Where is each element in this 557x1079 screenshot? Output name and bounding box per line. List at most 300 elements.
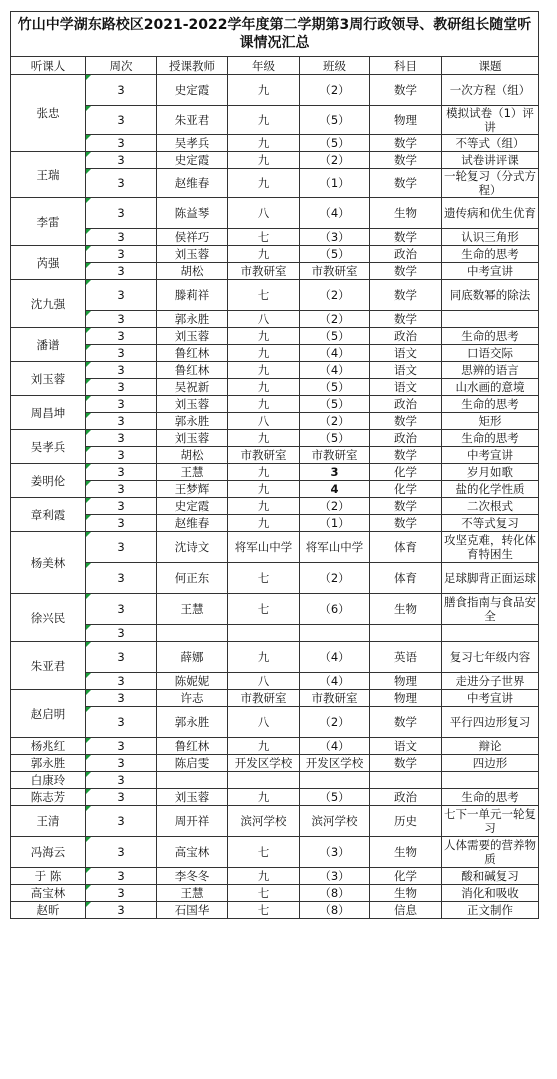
cell-teacher[interactable]: 刘玉蓉 bbox=[157, 328, 228, 345]
cell-listener[interactable]: 张忠 bbox=[11, 75, 86, 152]
cell-teacher[interactable]: 史定霞 bbox=[157, 152, 228, 169]
cell-class[interactable]: （2） bbox=[300, 152, 370, 169]
cell-grade[interactable]: 九 bbox=[228, 642, 300, 673]
cell-topic[interactable]: 一次方程（组） bbox=[442, 75, 539, 106]
cell-class[interactable]: 市教研室 bbox=[300, 447, 370, 464]
cell-subject[interactable]: 政治 bbox=[370, 328, 442, 345]
cell-class[interactable]: （2） bbox=[300, 280, 370, 311]
cell-grade[interactable]: 九 bbox=[228, 135, 300, 152]
cell-class[interactable]: （5） bbox=[300, 246, 370, 263]
cell-grade[interactable]: 九 bbox=[228, 345, 300, 362]
cell-teacher[interactable]: 王梦辉 bbox=[157, 481, 228, 498]
cell-teacher[interactable]: 吴祝新 bbox=[157, 379, 228, 396]
table-row bbox=[11, 135, 539, 152]
cell-teacher[interactable]: 何正东 bbox=[157, 563, 228, 594]
cell-grade[interactable] bbox=[228, 625, 300, 642]
cell-class[interactable]: （5） bbox=[300, 430, 370, 447]
cell-week[interactable]: 3 bbox=[86, 755, 157, 772]
cell-teacher[interactable]: 胡松 bbox=[157, 447, 228, 464]
cell-subject[interactable]: 数学 bbox=[370, 498, 442, 515]
cell-teacher[interactable]: 郭永胜 bbox=[157, 311, 228, 328]
header-grade: 年级 bbox=[228, 57, 300, 75]
cell-listener[interactable]: 杨兆红 bbox=[11, 738, 86, 755]
cell-grade[interactable]: 八 bbox=[228, 673, 300, 690]
cell-class[interactable]: （5） bbox=[300, 106, 370, 135]
cell-subject[interactable]: 数学 bbox=[370, 311, 442, 328]
cell-class[interactable]: （8） bbox=[300, 885, 370, 902]
cell-topic[interactable]: 辩论 bbox=[442, 738, 539, 755]
cell-subject[interactable]: 生物 bbox=[370, 837, 442, 868]
cell-subject[interactable]: 物理 bbox=[370, 673, 442, 690]
cell-grade[interactable] bbox=[228, 772, 300, 789]
cell-week[interactable]: 3 bbox=[86, 902, 157, 919]
cell-listener[interactable]: 芮强 bbox=[11, 246, 86, 280]
cell-teacher[interactable]: 刘玉蓉 bbox=[157, 246, 228, 263]
cell-listener[interactable]: 徐兴民 bbox=[11, 594, 86, 642]
cell-week[interactable]: 3 bbox=[86, 229, 157, 246]
table-row bbox=[11, 837, 539, 868]
cell-teacher[interactable]: 侯祥巧 bbox=[157, 229, 228, 246]
cell-grade[interactable]: 将军山中学 bbox=[228, 532, 300, 563]
cell-teacher[interactable]: 吴孝兵 bbox=[157, 135, 228, 152]
cell-topic[interactable]: 正文制作 bbox=[442, 902, 539, 919]
cell-grade[interactable]: 七 bbox=[228, 563, 300, 594]
cell-week[interactable]: 3 bbox=[86, 789, 157, 806]
cell-grade[interactable]: 市教研室 bbox=[228, 447, 300, 464]
cell-teacher[interactable]: 赵维春 bbox=[157, 169, 228, 198]
cell-teacher[interactable]: 薛娜 bbox=[157, 642, 228, 673]
cell-class[interactable]: （2） bbox=[300, 311, 370, 328]
cell-grade[interactable]: 九 bbox=[228, 75, 300, 106]
cell-subject[interactable]: 数学 bbox=[370, 707, 442, 738]
cell-topic[interactable]: 人体需要的营养物质 bbox=[442, 837, 539, 868]
cell-teacher[interactable]: 陈益琴 bbox=[157, 198, 228, 229]
cell-subject[interactable]: 化学 bbox=[370, 481, 442, 498]
cell-grade[interactable]: 开发区学校 bbox=[228, 755, 300, 772]
cell-grade[interactable]: 九 bbox=[228, 789, 300, 806]
cell-grade[interactable]: 九 bbox=[228, 328, 300, 345]
cell-subject[interactable]: 物理 bbox=[370, 106, 442, 135]
cell-listener[interactable]: 杨美林 bbox=[11, 532, 86, 594]
cell-grade[interactable]: 市教研室 bbox=[228, 263, 300, 280]
attendance-table bbox=[10, 11, 539, 919]
cell-subject[interactable]: 生物 bbox=[370, 594, 442, 625]
header-class: 班级 bbox=[300, 57, 370, 75]
header-row bbox=[11, 57, 539, 75]
cell-topic[interactable]: 消化和吸收 bbox=[442, 885, 539, 902]
cell-topic[interactable]: 矩形 bbox=[442, 413, 539, 430]
cell-teacher[interactable]: 刘玉蓉 bbox=[157, 396, 228, 413]
cell-week[interactable]: 3 bbox=[86, 246, 157, 263]
cell-listener[interactable]: 吴孝兵 bbox=[11, 430, 86, 464]
table-row bbox=[11, 311, 539, 328]
cell-subject[interactable]: 数学 bbox=[370, 229, 442, 246]
cell-listener[interactable]: 高宝林 bbox=[11, 885, 86, 902]
cell-subject[interactable]: 数学 bbox=[370, 75, 442, 106]
cell-week[interactable]: 3 bbox=[86, 532, 157, 563]
cell-grade[interactable]: 八 bbox=[228, 311, 300, 328]
cell-teacher[interactable]: 朱亚君 bbox=[157, 106, 228, 135]
cell-listener[interactable]: 周昌坤 bbox=[11, 396, 86, 430]
cell-grade[interactable]: 九 bbox=[228, 430, 300, 447]
cell-week[interactable]: 3 bbox=[86, 690, 157, 707]
table-row bbox=[11, 280, 539, 311]
cell-subject[interactable]: 信息 bbox=[370, 902, 442, 919]
cell-week[interactable]: 3 bbox=[86, 379, 157, 396]
table-row bbox=[11, 594, 539, 625]
cell-week[interactable]: 3 bbox=[86, 75, 157, 106]
cell-class[interactable]: （2） bbox=[300, 413, 370, 430]
cell-subject[interactable]: 数学 bbox=[370, 447, 442, 464]
table-row bbox=[11, 464, 539, 481]
cell-class[interactable]: 市教研室 bbox=[300, 263, 370, 280]
cell-grade[interactable]: 市教研室 bbox=[228, 690, 300, 707]
cell-grade[interactable]: 七 bbox=[228, 885, 300, 902]
cell-topic[interactable]: 足球脚背正面运球 bbox=[442, 563, 539, 594]
cell-subject[interactable] bbox=[370, 625, 442, 642]
cell-class[interactable]: （2） bbox=[300, 563, 370, 594]
header-teacher: 授课教师 bbox=[157, 57, 228, 75]
cell-topic[interactable]: 生命的思考 bbox=[442, 430, 539, 447]
cell-teacher[interactable]: 王慧 bbox=[157, 594, 228, 625]
cell-subject[interactable]: 数学 bbox=[370, 755, 442, 772]
cell-week[interactable]: 3 bbox=[86, 563, 157, 594]
cell-teacher[interactable]: 陈启雯 bbox=[157, 755, 228, 772]
cell-week[interactable]: 3 bbox=[86, 625, 157, 642]
cell-grade[interactable]: 七 bbox=[228, 902, 300, 919]
table-row bbox=[11, 362, 539, 379]
cell-teacher[interactable]: 赵维春 bbox=[157, 515, 228, 532]
cell-topic[interactable]: 生命的思考 bbox=[442, 396, 539, 413]
cell-class[interactable]: （3） bbox=[300, 837, 370, 868]
cell-teacher[interactable]: 鲁红林 bbox=[157, 345, 228, 362]
cell-topic[interactable]: 岁月如歌 bbox=[442, 464, 539, 481]
cell-topic[interactable]: 中考宣讲 bbox=[442, 690, 539, 707]
cell-week[interactable]: 3 bbox=[86, 738, 157, 755]
cell-grade[interactable]: 八 bbox=[228, 413, 300, 430]
cell-class[interactable]: （5） bbox=[300, 789, 370, 806]
cell-week[interactable]: 3 bbox=[86, 152, 157, 169]
cell-grade[interactable]: 七 bbox=[228, 229, 300, 246]
cell-grade[interactable]: 九 bbox=[228, 246, 300, 263]
cell-topic[interactable]: 不等式（组） bbox=[442, 135, 539, 152]
cell-class[interactable]: （1） bbox=[300, 169, 370, 198]
cell-topic[interactable]: 复习七年级内容 bbox=[442, 642, 539, 673]
cell-teacher[interactable]: 高宝林 bbox=[157, 837, 228, 868]
cell-class[interactable]: 滨河学校 bbox=[300, 806, 370, 837]
cell-grade[interactable]: 七 bbox=[228, 594, 300, 625]
cell-week[interactable]: 3 bbox=[86, 311, 157, 328]
cell-listener[interactable]: 陈志芳 bbox=[11, 789, 86, 806]
table-row bbox=[11, 75, 539, 106]
cell-week[interactable]: 3 bbox=[86, 772, 157, 789]
cell-teacher[interactable]: 胡松 bbox=[157, 263, 228, 280]
cell-teacher[interactable]: 史定霞 bbox=[157, 75, 228, 106]
cell-topic[interactable] bbox=[442, 625, 539, 642]
cell-week[interactable]: 3 bbox=[86, 673, 157, 690]
cell-class[interactable]: （4） bbox=[300, 642, 370, 673]
cell-week[interactable]: 3 bbox=[86, 198, 157, 229]
cell-topic[interactable]: 口语交际 bbox=[442, 345, 539, 362]
cell-class[interactable]: （1） bbox=[300, 515, 370, 532]
cell-week[interactable]: 3 bbox=[86, 642, 157, 673]
table-row bbox=[11, 498, 539, 515]
cell-teacher[interactable] bbox=[157, 772, 228, 789]
cell-class[interactable]: 市教研室 bbox=[300, 690, 370, 707]
cell-subject[interactable]: 数学 bbox=[370, 169, 442, 198]
cell-listener[interactable]: 朱亚君 bbox=[11, 642, 86, 690]
cell-class[interactable]: （2） bbox=[300, 707, 370, 738]
cell-grade[interactable]: 九 bbox=[228, 362, 300, 379]
cell-week[interactable]: 3 bbox=[86, 328, 157, 345]
cell-subject[interactable]: 体育 bbox=[370, 532, 442, 563]
cell-listener[interactable]: 潘谱 bbox=[11, 328, 86, 362]
cell-teacher[interactable]: 许志 bbox=[157, 690, 228, 707]
cell-week[interactable]: 3 bbox=[86, 263, 157, 280]
cell-topic[interactable]: 生命的思考 bbox=[442, 789, 539, 806]
cell-topic[interactable]: 二次根式 bbox=[442, 498, 539, 515]
cell-subject[interactable]: 政治 bbox=[370, 246, 442, 263]
cell-class[interactable]: （5） bbox=[300, 379, 370, 396]
cell-week[interactable]: 3 bbox=[86, 837, 157, 868]
cell-teacher[interactable]: 史定霞 bbox=[157, 498, 228, 515]
cell-teacher[interactable]: 鲁红林 bbox=[157, 738, 228, 755]
cell-listener[interactable]: 李雷 bbox=[11, 198, 86, 246]
cell-teacher[interactable]: 郭永胜 bbox=[157, 707, 228, 738]
table-row bbox=[11, 885, 539, 902]
cell-teacher[interactable]: 刘玉蓉 bbox=[157, 789, 228, 806]
cell-class[interactable]: （2） bbox=[300, 75, 370, 106]
table-row bbox=[11, 481, 539, 498]
cell-week[interactable]: 3 bbox=[86, 430, 157, 447]
cell-subject[interactable]: 语文 bbox=[370, 379, 442, 396]
cell-week[interactable]: 3 bbox=[86, 707, 157, 738]
cell-teacher[interactable]: 鲁红林 bbox=[157, 362, 228, 379]
cell-listener[interactable]: 冯海云 bbox=[11, 837, 86, 868]
cell-week[interactable]: 3 bbox=[86, 515, 157, 532]
table-row bbox=[11, 396, 539, 413]
cell-week[interactable]: 3 bbox=[86, 396, 157, 413]
cell-grade[interactable]: 九 bbox=[228, 379, 300, 396]
table-row bbox=[11, 198, 539, 229]
cell-class[interactable] bbox=[300, 772, 370, 789]
cell-topic[interactable]: 七下一单元一轮复习 bbox=[442, 806, 539, 837]
cell-class[interactable]: （4） bbox=[300, 738, 370, 755]
cell-grade[interactable]: 九 bbox=[228, 738, 300, 755]
header-topic: 课题 bbox=[442, 57, 539, 75]
table-row bbox=[11, 789, 539, 806]
cell-listener[interactable]: 沈九强 bbox=[11, 280, 86, 328]
cell-teacher[interactable]: 郭永胜 bbox=[157, 413, 228, 430]
cell-topic[interactable] bbox=[442, 311, 539, 328]
cell-class[interactable]: 开发区学校 bbox=[300, 755, 370, 772]
cell-class[interactable]: （5） bbox=[300, 135, 370, 152]
cell-topic[interactable]: 走进分子世界 bbox=[442, 673, 539, 690]
cell-topic[interactable]: 中考宣讲 bbox=[442, 447, 539, 464]
cell-topic[interactable]: 试卷讲评课 bbox=[442, 152, 539, 169]
cell-class[interactable]: （5） bbox=[300, 328, 370, 345]
cell-listener[interactable]: 刘玉蓉 bbox=[11, 362, 86, 396]
cell-class[interactable]: （4） bbox=[300, 362, 370, 379]
cell-subject[interactable]: 体育 bbox=[370, 563, 442, 594]
cell-teacher[interactable] bbox=[157, 625, 228, 642]
cell-grade[interactable]: 七 bbox=[228, 837, 300, 868]
cell-teacher[interactable]: 陈妮妮 bbox=[157, 673, 228, 690]
cell-subject[interactable]: 语文 bbox=[370, 738, 442, 755]
cell-subject[interactable]: 化学 bbox=[370, 868, 442, 885]
cell-topic[interactable]: 盐的化学性质 bbox=[442, 481, 539, 498]
cell-subject[interactable]: 数学 bbox=[370, 152, 442, 169]
cell-class[interactable]: （4） bbox=[300, 673, 370, 690]
table-row bbox=[11, 532, 539, 563]
cell-topic[interactable]: 一轮复习（分式方程） bbox=[442, 169, 539, 198]
cell-topic[interactable]: 思辨的语言 bbox=[442, 362, 539, 379]
cell-class[interactable]: （8） bbox=[300, 902, 370, 919]
table-row bbox=[11, 379, 539, 396]
cell-week[interactable]: 3 bbox=[86, 413, 157, 430]
cell-grade[interactable]: 九 bbox=[228, 106, 300, 135]
cell-subject[interactable]: 数学 bbox=[370, 515, 442, 532]
cell-teacher[interactable]: 王慧 bbox=[157, 464, 228, 481]
cell-topic[interactable]: 膳食指南与食品安全 bbox=[442, 594, 539, 625]
table-row bbox=[11, 563, 539, 594]
cell-class[interactable]: （3） bbox=[300, 229, 370, 246]
cell-week[interactable]: 3 bbox=[86, 464, 157, 481]
cell-week[interactable]: 3 bbox=[86, 362, 157, 379]
cell-grade[interactable]: 七 bbox=[228, 280, 300, 311]
cell-listener[interactable]: 赵启明 bbox=[11, 690, 86, 738]
cell-topic[interactable]: 不等式复习 bbox=[442, 515, 539, 532]
cell-topic[interactable]: 山水画的意境 bbox=[442, 379, 539, 396]
cell-teacher[interactable]: 李冬冬 bbox=[157, 868, 228, 885]
table-row bbox=[11, 515, 539, 532]
table-row bbox=[11, 902, 539, 919]
cell-topic[interactable]: 平行四边形复习 bbox=[442, 707, 539, 738]
cell-subject[interactable]: 政治 bbox=[370, 396, 442, 413]
cell-week[interactable]: 3 bbox=[86, 135, 157, 152]
cell-listener[interactable]: 郭永胜 bbox=[11, 755, 86, 772]
cell-teacher[interactable]: 滕莉祥 bbox=[157, 280, 228, 311]
cell-subject[interactable]: 语文 bbox=[370, 362, 442, 379]
cell-class[interactable]: （2） bbox=[300, 498, 370, 515]
cell-subject[interactable]: 数学 bbox=[370, 263, 442, 280]
cell-teacher[interactable]: 周开祥 bbox=[157, 806, 228, 837]
cell-week[interactable]: 3 bbox=[86, 498, 157, 515]
cell-class[interactable]: （6） bbox=[300, 594, 370, 625]
cell-listener[interactable]: 王清 bbox=[11, 806, 86, 837]
cell-grade[interactable]: 八 bbox=[228, 198, 300, 229]
table-row bbox=[11, 430, 539, 447]
cell-topic[interactable]: 酸和碱复习 bbox=[442, 868, 539, 885]
table-row bbox=[11, 772, 539, 789]
cell-grade[interactable]: 九 bbox=[228, 498, 300, 515]
cell-subject[interactable]: 数学 bbox=[370, 413, 442, 430]
cell-week[interactable]: 3 bbox=[86, 447, 157, 464]
cell-grade[interactable]: 九 bbox=[228, 396, 300, 413]
cell-week[interactable]: 3 bbox=[86, 868, 157, 885]
cell-class[interactable]: （3） bbox=[300, 868, 370, 885]
cell-week[interactable]: 3 bbox=[86, 280, 157, 311]
cell-listener[interactable]: 王瑞 bbox=[11, 152, 86, 198]
cell-week[interactable]: 3 bbox=[86, 885, 157, 902]
cell-subject[interactable] bbox=[370, 772, 442, 789]
cell-topic[interactable]: 攻坚克难，转化体育特困生 bbox=[442, 532, 539, 563]
cell-class[interactable]: 将军山中学 bbox=[300, 532, 370, 563]
cell-week[interactable]: 3 bbox=[86, 594, 157, 625]
table-row bbox=[11, 263, 539, 280]
cell-topic[interactable]: 同底数幂的除法 bbox=[442, 280, 539, 311]
cell-grade[interactable]: 九 bbox=[228, 515, 300, 532]
cell-subject[interactable]: 生物 bbox=[370, 198, 442, 229]
table-row bbox=[11, 707, 539, 738]
table-row bbox=[11, 229, 539, 246]
cell-class[interactable]: （5） bbox=[300, 396, 370, 413]
cell-subject[interactable]: 语文 bbox=[370, 345, 442, 362]
cell-subject[interactable]: 政治 bbox=[370, 430, 442, 447]
cell-subject[interactable]: 化学 bbox=[370, 464, 442, 481]
table-row bbox=[11, 413, 539, 430]
cell-topic[interactable]: 四边形 bbox=[442, 755, 539, 772]
cell-week[interactable]: 3 bbox=[86, 106, 157, 135]
cell-grade[interactable]: 九 bbox=[228, 152, 300, 169]
table-row bbox=[11, 345, 539, 362]
cell-class[interactable]: （4） bbox=[300, 198, 370, 229]
cell-subject[interactable]: 物理 bbox=[370, 690, 442, 707]
cell-listener[interactable]: 白康玲 bbox=[11, 772, 86, 789]
cell-grade[interactable]: 九 bbox=[228, 169, 300, 198]
cell-teacher[interactable]: 王慧 bbox=[157, 885, 228, 902]
cell-grade[interactable]: 九 bbox=[228, 481, 300, 498]
cell-listener[interactable]: 于 陈 bbox=[11, 868, 86, 885]
table-row bbox=[11, 246, 539, 263]
cell-class[interactable]: 4 bbox=[300, 481, 370, 498]
table-row bbox=[11, 755, 539, 772]
cell-subject[interactable]: 政治 bbox=[370, 789, 442, 806]
cell-week[interactable]: 3 bbox=[86, 481, 157, 498]
cell-topic[interactable]: 生命的思考 bbox=[442, 328, 539, 345]
cell-grade[interactable]: 九 bbox=[228, 868, 300, 885]
cell-topic[interactable]: 模拟试卷（1）评讲 bbox=[442, 106, 539, 135]
cell-topic[interactable]: 遗传病和优生优育 bbox=[442, 198, 539, 229]
cell-class[interactable] bbox=[300, 625, 370, 642]
cell-topic[interactable]: 中考宣讲 bbox=[442, 263, 539, 280]
cell-week[interactable]: 3 bbox=[86, 345, 157, 362]
cell-subject[interactable]: 数学 bbox=[370, 280, 442, 311]
cell-topic[interactable] bbox=[442, 772, 539, 789]
cell-topic[interactable]: 生命的思考 bbox=[442, 246, 539, 263]
cell-subject[interactable]: 历史 bbox=[370, 806, 442, 837]
cell-teacher[interactable]: 刘玉蓉 bbox=[157, 430, 228, 447]
cell-subject[interactable]: 数学 bbox=[370, 135, 442, 152]
cell-class[interactable]: （4） bbox=[300, 345, 370, 362]
cell-listener[interactable]: 章利霞 bbox=[11, 498, 86, 532]
cell-grade[interactable]: 八 bbox=[228, 707, 300, 738]
cell-teacher[interactable]: 石国华 bbox=[157, 902, 228, 919]
cell-week[interactable]: 3 bbox=[86, 806, 157, 837]
cell-grade[interactable]: 九 bbox=[228, 464, 300, 481]
cell-grade[interactable]: 滨河学校 bbox=[228, 806, 300, 837]
cell-topic[interactable]: 认识三角形 bbox=[442, 229, 539, 246]
cell-listener[interactable]: 姜明伦 bbox=[11, 464, 86, 498]
cell-subject[interactable]: 生物 bbox=[370, 885, 442, 902]
cell-teacher[interactable]: 沈诗文 bbox=[157, 532, 228, 563]
table-row bbox=[11, 106, 539, 135]
cell-class[interactable]: 3 bbox=[300, 464, 370, 481]
cell-listener[interactable]: 赵昕 bbox=[11, 902, 86, 919]
table-row bbox=[11, 642, 539, 673]
cell-week[interactable]: 3 bbox=[86, 169, 157, 198]
cell-subject[interactable]: 英语 bbox=[370, 642, 442, 673]
